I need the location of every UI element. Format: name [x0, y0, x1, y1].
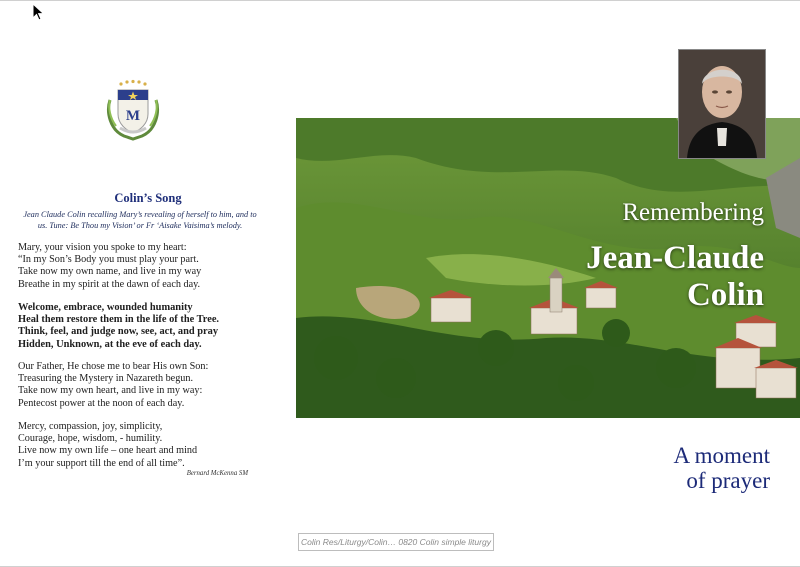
- verse-line: Mercy, compassion, joy, simplicity,: [18, 421, 163, 432]
- verse-line: Take now my own heart, and live in my way:: [18, 385, 203, 397]
- mouse-pointer-icon: [32, 3, 46, 21]
- marist-crest-icon: [104, 78, 162, 142]
- stanza-2-refrain: [18, 302, 268, 351]
- cover-subtitle-line-1: A moment: [673, 443, 770, 468]
- svg-text:M: M: [125, 108, 141, 124]
- verse-line: Think, feel, and judge now, see, act, and pray: [18, 326, 219, 338]
- song-subtitle-line: Jean Claude Colin recalling Mary’s revealing of herself to him, and to: [23, 210, 257, 219]
- song-title: Colin’s Song: [114, 191, 182, 205]
- song-subtitle-line: us. Tune: Be Thou my Vision’ or Fr ‘Aisake Vaisima’s melody.: [37, 220, 243, 230]
- cover-title-surname: Colin: [686, 277, 764, 313]
- cover-subtitle-line-2: of prayer: [686, 468, 770, 493]
- stanza-3: [18, 361, 268, 410]
- song-author: Bernard McKenna SM: [186, 470, 248, 477]
- verse-line: Treasuring the Mystery in Nazareth begun.: [18, 373, 194, 385]
- verse-line: Take now my own name, and live in my way: [18, 266, 202, 278]
- cover-title-first-name: Jean-Claude: [586, 240, 764, 276]
- verse-line: Mary, your vision you spoke to my heart:: [18, 242, 187, 253]
- cover-title-remembering: Remembering: [622, 199, 764, 226]
- file-path-label: Colin Res/Liturgy/Colin… 0820 Colin simple liturgy: [298, 533, 494, 551]
- verse-line: Heal them restore them in the life of the Tree.: [18, 314, 220, 326]
- verse-line: Welcome, embrace, wounded humanity: [18, 302, 193, 313]
- song-subtitle: [18, 210, 262, 231]
- verse-line: Live now my own life – one heart and mind: [18, 445, 198, 457]
- verse-line: I’m your support till the end of all time”.: [18, 457, 185, 469]
- stanza-1: [18, 242, 268, 291]
- page-border-top: [0, 0, 800, 1]
- jean-claude-colin-portrait: [678, 49, 766, 159]
- verse-line: Hidden, Unknown, at the eve of each day.: [18, 338, 202, 350]
- verse-line: Courage, hope, wisdom, - humility.: [18, 433, 163, 445]
- verse-line: “In my Son’s Body you must play your part.: [18, 254, 199, 266]
- verse-line: Pentecost power at the noon of each day.: [18, 397, 185, 409]
- stanza-4: [18, 421, 268, 470]
- verse-line: Breathe in my spirit at the dawn of each day.: [18, 278, 201, 290]
- verse-line: Our Father, He chose me to bear His own Son:: [18, 361, 209, 372]
